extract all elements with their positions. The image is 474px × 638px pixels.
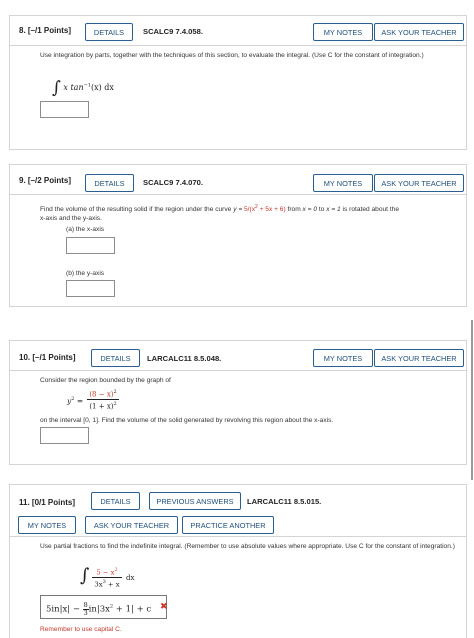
- question-number: [19, 353, 75, 362]
- practice-another-button[interactable]: PRACTICE ANOTHER: [182, 516, 274, 534]
- question-8-header: [10, 16, 466, 46]
- question-number-label: 8.: [19, 26, 26, 35]
- my-notes-button[interactable]: MY NOTES: [313, 349, 373, 367]
- question-11-header: [10, 485, 466, 537]
- ask-teacher-button[interactable]: ASK YOUR TEACHER: [374, 23, 464, 41]
- ask-teacher-button[interactable]: ASK YOUR TEACHER: [374, 174, 464, 192]
- answer-input[interactable]: [40, 101, 89, 118]
- curve-fn-part: 5/(x: [244, 206, 256, 214]
- my-notes-button[interactable]: MY NOTES: [313, 174, 373, 192]
- details-button[interactable]: DETAILS: [85, 174, 134, 192]
- part-a-input[interactable]: [66, 237, 115, 254]
- instruction-text: Use partial fractions to find the indefinite integral. (Remember to use absolute values where appropriate. Use C for the constant of integration.): [40, 543, 455, 550]
- interval-text: on the interval [0, 1]. Find the volume of the solid generated by revolving this region about the x-axis.: [40, 417, 334, 424]
- denominator-exponent: 3: [102, 579, 106, 586]
- question-9-header: [10, 165, 466, 195]
- details-button[interactable]: DETAILS: [91, 349, 140, 367]
- equation-exponent: 2: [71, 396, 75, 402]
- lower-bound: x = 0: [302, 206, 318, 214]
- question-number-label: 11.: [19, 498, 30, 507]
- integral-sign: ∫: [52, 78, 61, 98]
- upper-bound: x = 1: [326, 206, 341, 214]
- denominator-text: 3x: [94, 580, 103, 589]
- answer-part: + 1| + c: [113, 604, 152, 615]
- my-notes-button[interactable]: MY NOTES: [18, 516, 76, 534]
- answer-part: in|3x: [88, 604, 110, 615]
- curve-lhs: y =: [233, 206, 243, 214]
- fraction-denominator: [92, 579, 122, 588]
- my-notes-button[interactable]: MY NOTES: [313, 23, 373, 41]
- instruction-mid: from: [287, 206, 301, 214]
- ask-teacher-button[interactable]: ASK YOUR TEACHER: [374, 349, 464, 367]
- numerator-exponent: 2: [113, 389, 117, 395]
- question-11-card: [9, 484, 467, 638]
- fraction-numerator: [87, 389, 119, 398]
- integrand-fraction: [92, 567, 122, 589]
- numerator-exponent: 2: [114, 567, 118, 573]
- integrand-exponent: −1: [83, 82, 91, 89]
- fraction-bar: [92, 577, 122, 578]
- answer-expression: [46, 602, 151, 616]
- integral-expression: [52, 78, 114, 98]
- problem-code: LARCALC11 8.5.015.: [247, 497, 322, 506]
- scrollbar-track[interactable]: [471, 320, 473, 480]
- part-b-input[interactable]: [66, 280, 115, 297]
- problem-code: SCALC9 7.4.058.: [143, 27, 203, 36]
- curve-function: [244, 206, 286, 213]
- answer-input[interactable]: [40, 595, 167, 619]
- instruction-text: Consider the region bounded by the graph of: [40, 377, 171, 384]
- details-button[interactable]: DETAILS: [85, 23, 133, 41]
- question-number: [19, 176, 71, 185]
- question-number-label: 9.: [19, 176, 26, 185]
- answer-fraction-num: 8: [83, 601, 88, 609]
- fraction-denominator: [87, 401, 119, 410]
- question-number: [19, 26, 71, 35]
- instruction-text: [40, 203, 465, 223]
- problem-code: LARCALC11 8.5.048.: [147, 354, 222, 363]
- equation-fraction: [87, 389, 119, 411]
- part-b-label: (b) the y-axis: [66, 270, 105, 277]
- dx-label: dx: [126, 574, 135, 582]
- points-label: [0/1 Points]: [31, 498, 76, 507]
- question-10-header: [10, 341, 466, 371]
- previous-answers-button[interactable]: PREVIOUS ANSWERS: [149, 492, 241, 510]
- incorrect-icon: ✖: [160, 602, 168, 612]
- equation-lhs: [67, 396, 83, 406]
- answer-exponent: 2: [109, 603, 114, 610]
- ask-teacher-button[interactable]: ASK YOUR TEACHER: [85, 516, 178, 534]
- instruction-line2: x-axis and the y-axis.: [40, 214, 102, 222]
- integrand: x tan: [63, 83, 84, 92]
- equals-sign: =: [76, 396, 84, 406]
- integrand-tail: (x) dx: [90, 83, 114, 92]
- answer-fraction-den: 3: [83, 608, 88, 617]
- instruction-text: Use integration by parts, together with the techniques of this section, to evaluate the integral. (Use C for the constant of integration.): [40, 52, 424, 59]
- points-label: [–/1 Points]: [27, 26, 72, 35]
- numerator-text: (8 − x): [89, 390, 114, 399]
- points-label: [–/2 Points]: [27, 176, 72, 185]
- question-8-card: [9, 15, 467, 150]
- numerator-text: 5 − x: [96, 568, 115, 577]
- part-a-label: (a) the x-axis: [66, 226, 105, 233]
- answer-part: 5in|x| −: [46, 604, 80, 615]
- denominator-text: (1 + x): [89, 402, 114, 411]
- equation-variable: y: [67, 396, 72, 406]
- question-9-card: [9, 164, 467, 307]
- feedback-text: Remember to use capital C.: [40, 626, 122, 633]
- to-word: to: [318, 206, 325, 214]
- question-number: [19, 498, 75, 507]
- question-number-label: 10.: [19, 353, 31, 362]
- integral-sign: ∫: [80, 565, 90, 586]
- question-10-card: [9, 340, 467, 465]
- fraction-bar: [87, 399, 119, 400]
- instruction-pre: Find the volume of the resulting solid if the region under the curve: [40, 206, 232, 214]
- denominator-tail: + x: [105, 580, 120, 589]
- denominator-exponent: 2: [113, 401, 117, 408]
- points-label: [–/1 Points]: [32, 353, 76, 362]
- answer-input[interactable]: [40, 427, 89, 444]
- details-button[interactable]: DETAILS: [91, 492, 140, 510]
- fraction-numerator: [92, 567, 122, 576]
- curve-fn-part: + 5x + 6): [257, 206, 286, 214]
- curve-fn-exponent: 2: [255, 204, 258, 210]
- instruction-post: is rotated about the: [342, 206, 399, 214]
- problem-code: SCALC9 7.4.070.: [143, 178, 203, 187]
